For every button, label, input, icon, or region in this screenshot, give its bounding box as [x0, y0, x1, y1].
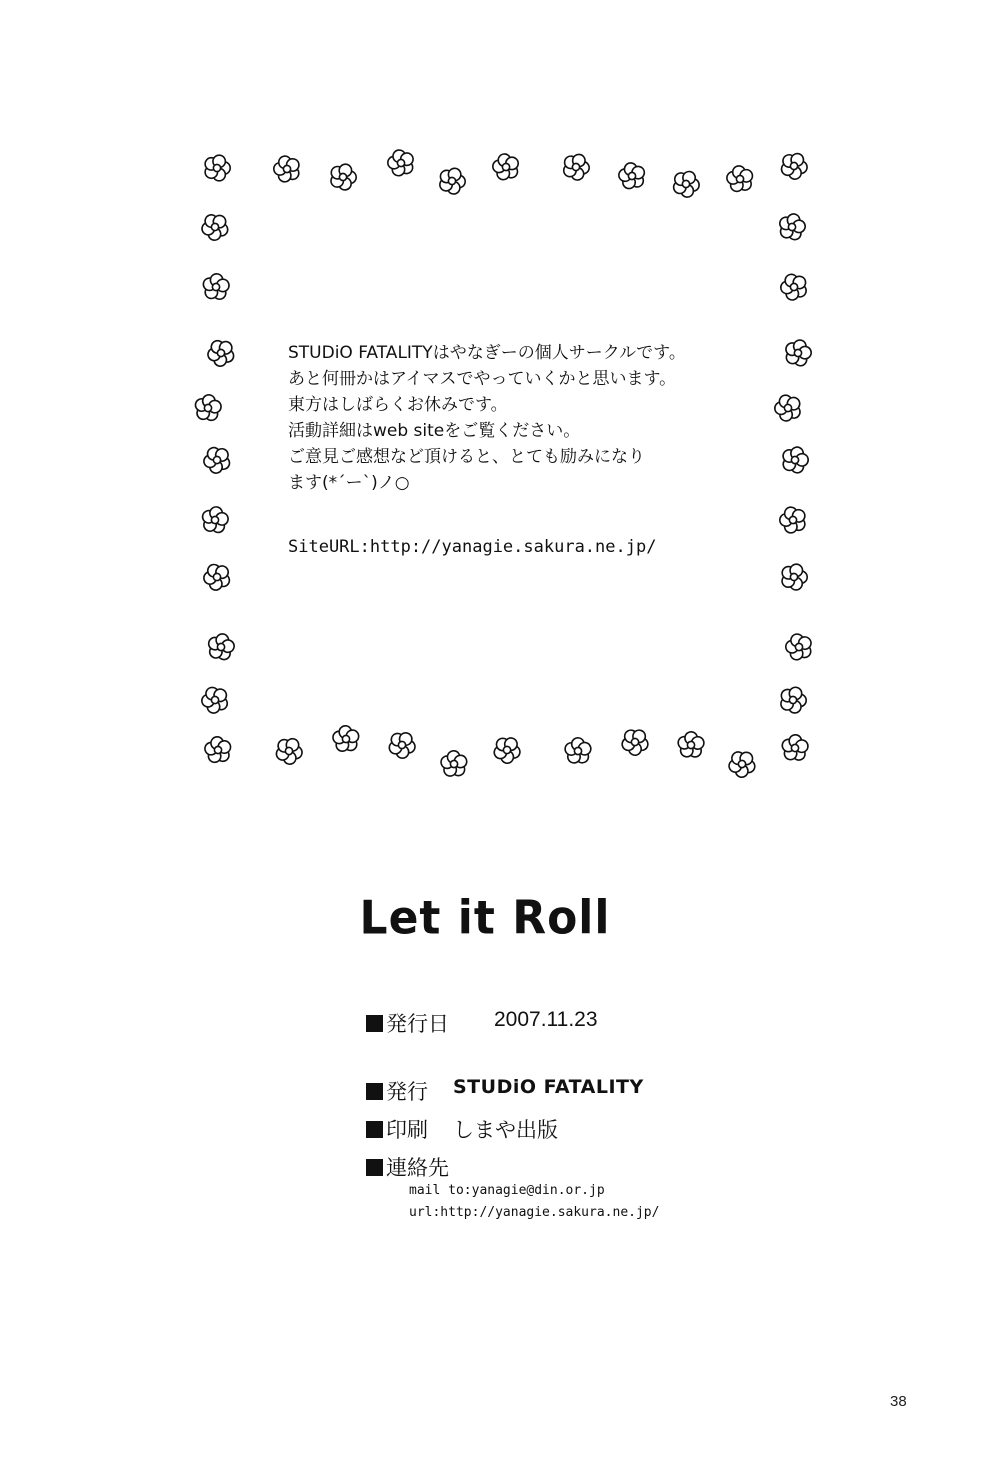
- flower-icon: [199, 270, 234, 305]
- flower-icon: [776, 503, 811, 539]
- publisher-row: [366, 1076, 644, 1106]
- page-number: 38: [890, 1393, 907, 1410]
- contact-label: 連絡先: [386, 1156, 449, 1180]
- square-bullet-icon: [366, 1121, 383, 1138]
- flower-icon: [201, 733, 237, 769]
- square-bullet-icon: [366, 1083, 383, 1100]
- flower-icon: [615, 159, 651, 195]
- flower-icon: [563, 153, 591, 181]
- message-line: あと何冊かはアイマスでやっていくかと思います。: [288, 369, 677, 389]
- flower-icon: [198, 504, 232, 538]
- flower-icon: [200, 560, 234, 594]
- flower-icon: [270, 152, 305, 188]
- flower-icon: [777, 270, 812, 305]
- flower-icon: [489, 150, 525, 186]
- flower-icon: [782, 564, 808, 590]
- flower-icon: [205, 155, 230, 181]
- publisher-label: 発行: [386, 1080, 428, 1104]
- flower-icon: [723, 162, 759, 198]
- square-bullet-icon: [366, 1015, 383, 1032]
- message-line: ます(*´ー`)ノ○: [288, 473, 410, 493]
- flower-icon: [782, 630, 818, 666]
- book-title-text: Let it Roll: [359, 891, 611, 946]
- flower-icon: [726, 748, 758, 781]
- flower-icon: [204, 631, 238, 665]
- message-line: 活動詳細はweb siteをご覧ください。: [288, 421, 581, 441]
- flower-icon: [198, 683, 233, 718]
- book-title: [0, 893, 970, 944]
- flower-icon: [199, 211, 232, 244]
- flower-icon: [387, 730, 418, 761]
- contact-url: url:http://yanagie.sakura.ne.jp/: [409, 1205, 660, 1220]
- message-line: STUDiO FATALITYはやなぎーの個人サークルです。: [288, 343, 686, 363]
- flower-icon: [201, 443, 235, 477]
- flower-icon: [778, 731, 813, 766]
- flower-icon: [275, 736, 305, 766]
- publisher-value: STUDiO FATALITY: [453, 1076, 644, 1098]
- flower-icon: [780, 151, 809, 181]
- site-url: SiteURL:http://yanagie.sakura.ne.jp/: [288, 537, 657, 557]
- flower-icon: [191, 391, 226, 425]
- flower-icon: [561, 734, 597, 769]
- release-date-row: [366, 1008, 598, 1038]
- flower-icon: [437, 747, 473, 783]
- message-line: 東方はしばらくお休みです。: [288, 395, 508, 415]
- flower-icon: [492, 734, 523, 766]
- flower-icon: [331, 164, 357, 191]
- flower-icon: [439, 167, 466, 194]
- contact-row: [366, 1152, 449, 1182]
- printer-value: しまや出版: [453, 1118, 558, 1142]
- flower-icon: [780, 687, 806, 714]
- flower-icon: [779, 445, 811, 477]
- flower-icon: [205, 336, 238, 370]
- contact-mail: mail to:yanagie@din.or.jp: [409, 1183, 605, 1198]
- flower-icon: [776, 211, 809, 244]
- flower-icon: [771, 391, 806, 426]
- release-date-value: 2007.11.23: [494, 1008, 598, 1031]
- message-line: ご意見ご感想など頂けると、とても励みになり: [288, 447, 645, 467]
- flower-icon: [329, 722, 365, 758]
- flower-icon: [384, 146, 420, 182]
- printer-row: [366, 1114, 558, 1144]
- flower-icon: [674, 728, 709, 763]
- flower-icon: [620, 726, 652, 758]
- circle-message: [288, 340, 758, 496]
- square-bullet-icon: [366, 1159, 383, 1176]
- flower-icon: [672, 170, 700, 199]
- printer-label: 印刷: [386, 1118, 428, 1142]
- release-date-label: 発行日: [386, 1012, 449, 1036]
- flower-icon: [782, 337, 815, 370]
